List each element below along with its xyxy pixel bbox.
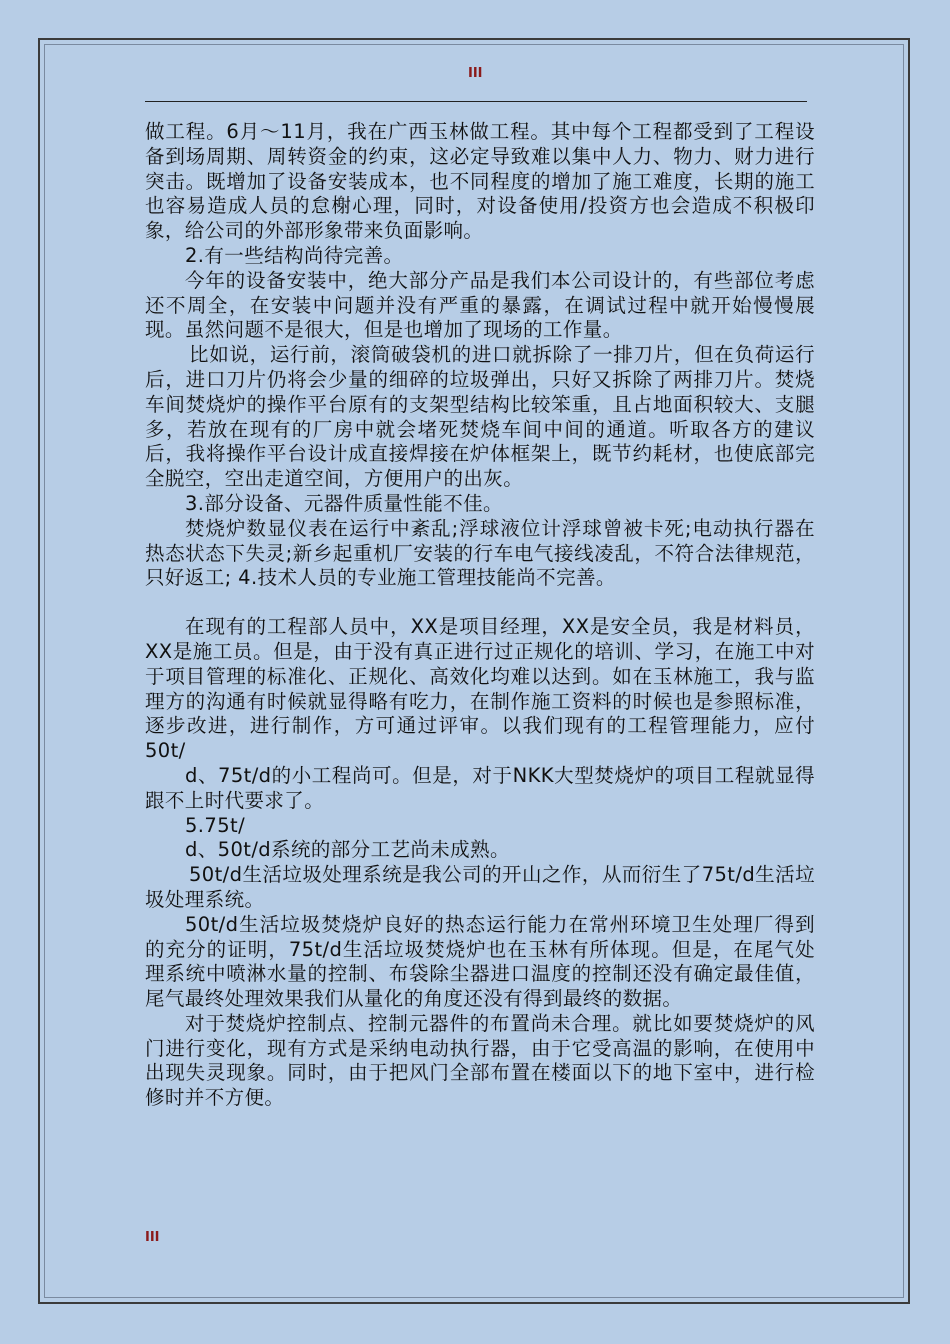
paragraph: 在现有的工程部人员中，XX是项目经理，XX是安全员，我是材料员，XX是施工员。但是，由于没有真正进行过正规化的培训、学习，在施工中对于项目管理的标准化、正规化、高效化均难以达到。如在玉林施工，我与监理方的沟通有时候就显得略有吃力，在制作施工资料的时候也是参照标准，逐步改进，进行制作，方可通过评审。以我们现有的工程管理能力，应付50t/ <box>145 615 815 763</box>
section-heading: 3.部分设备、元器件质量性能不佳。 <box>185 491 503 515</box>
paragraph: d、75t/d的小工程尚可。但是，对于NKK大型焚烧炉的项目工程就显得跟不上时代要求了。 <box>145 763 815 812</box>
paragraph: 对于焚烧炉控制点、控制元器件的布置尚未合理。就比如要焚烧炉的风门进行变化，现有方式是采纳电动执行器，由于它受高温的影响，在使用中出现失灵现象。同时，由于把风门全部布置在楼面以下的地下室中，进行检修时并不方便。 <box>145 1011 815 1110</box>
paragraph: 比如说，运行前，滚筒破袋机的进口就拆除了一排刀片，但在负荷运行后，进口刀片仍将会少量的细碎的垃圾弹出，只好又拆除了两排刀片。焚烧车间焚烧炉的操作平台原有的支架型结构比较笨重，且占地面积较大、支腿多，若放在现有的厂房中就会堵死焚烧车间中间的通道。听取各方的建议后，我将操作平台设计成直接焊接在炉体框架上，既节约耗材，也使底部完全脱空，空出走道空间，方便用户的出灰。 <box>145 343 815 491</box>
section-heading: 2.有一些结构尚待完善。 <box>185 243 404 267</box>
header-mark: III <box>468 66 483 81</box>
paragraph: 今年的设备安装中，绝大部分产品是我们本公司设计的，有些部位考虑还不周全，在安装中问题并没有严重的暴露，在调试过程中就开始慢慢展现。虽然问题不是很大，但是也增加了现场的工作量。 <box>145 268 815 342</box>
paragraph: 50t/d生活垃圾处理系统是我公司的开山之作，从而衍生了75t/d生活垃圾处理系统。 <box>145 863 815 911</box>
footer-mark: III <box>145 1230 160 1245</box>
paragraph-gap <box>145 591 815 615</box>
paragraph: 50t/d生活垃圾焚烧炉良好的热态运行能力在常州环境卫生处理厂得到的充分的证明，75t/d生活垃圾焚烧炉也在玉林有所体现。但是，在尾气处理系统中喷淋水量的控制、布袋除尘器进口温度的控制还没有确定最佳值，尾气最终处理效果我们从量化的角度还没有得到最终的数据。 <box>145 912 815 1011</box>
document-body <box>145 120 815 1111</box>
section-heading: 5.75t/ <box>185 813 246 837</box>
paragraph: 做工程。6月～11月，我在广西玉林做工程。其中每个工程都受到了工程设备到场周期、周转资金的约束，这必定导致难以集中人力、物力、财力进行突击。既增加了设备安装成本，也不同程度的增加了施工难度，长期的施工也容易造成人员的怠榭心理，同时，对设备使用/投资方也会造成不积极印象，给公司的外部形象带来负面影响。 <box>145 120 815 243</box>
paragraph: 焚烧炉数显仪表在运行中紊乱;浮球液位计浮球曾被卡死;电动执行器在热态状态下失灵;新乡起重机厂安装的行车电气接线凌乱，不符合法律规范，只好返工; 4.技术人员的专业施工管理技能尚不完善。 <box>145 516 815 590</box>
section-heading: d、50t/d系统的部分工艺尚未成熟。 <box>185 838 510 862</box>
header-rule <box>145 101 807 102</box>
